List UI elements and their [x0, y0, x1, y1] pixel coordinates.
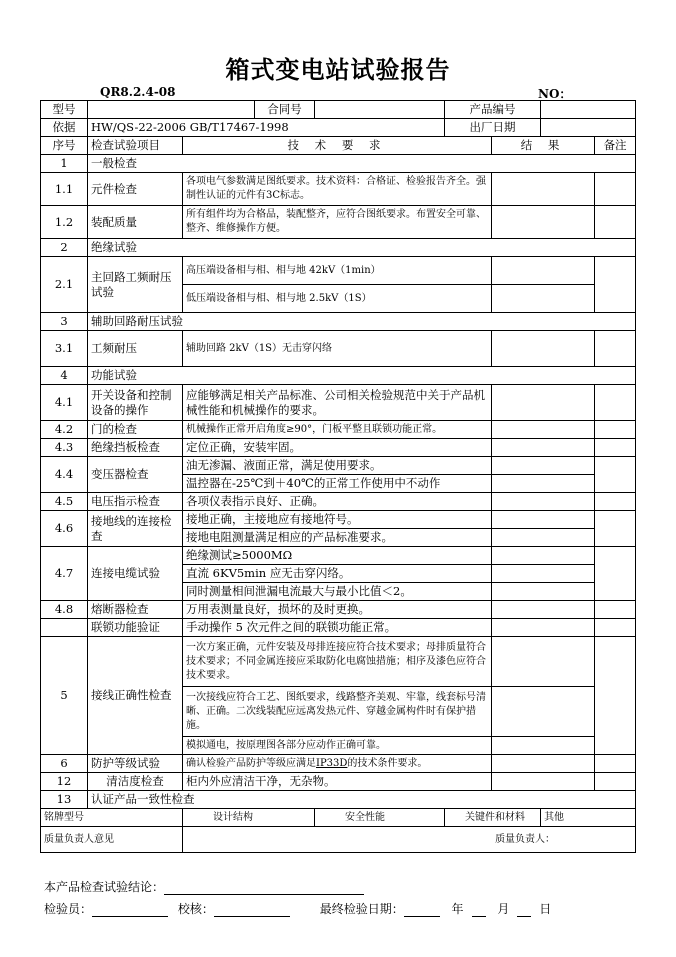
- section-title: 辅助回路耐压试验: [88, 313, 636, 331]
- row-item: 清洁度检查: [88, 773, 183, 791]
- row-no: 4.4: [41, 457, 88, 493]
- row-result[interactable]: [492, 206, 595, 239]
- row-requirement: 同时测量相间泄漏电流最大与最小比值＜2。: [183, 583, 492, 601]
- row-requirement: 绝缘测试≥5000MΩ: [183, 547, 492, 565]
- row-no: 4.8: [41, 601, 88, 619]
- table-row-5a: [41, 637, 636, 687]
- table-row-4-5: [41, 493, 636, 511]
- basis-value: HW/QS-22-2006 GB/T17467-1998: [88, 119, 445, 137]
- row-no: 4: [41, 367, 88, 385]
- section-row-3: [41, 313, 636, 331]
- header-row-model: [41, 101, 636, 119]
- row-no: 5: [41, 637, 88, 755]
- col-no: 序号: [41, 137, 88, 155]
- table-row-4-7a: [41, 547, 636, 565]
- row-item: 接线正确性检查: [88, 637, 183, 755]
- row-result[interactable]: [492, 331, 595, 367]
- row-requirement: 辅助回路 2kV（1S）无击穿闪络: [183, 331, 492, 367]
- design-label: 设计结构: [183, 809, 315, 827]
- year-field[interactable]: [404, 902, 440, 917]
- day-label: 日: [539, 902, 552, 916]
- contract-value[interactable]: [315, 101, 445, 119]
- col-note: 备注: [595, 137, 636, 155]
- section-title: 一般检查: [88, 155, 636, 173]
- row-requirement: 高压端设备相与相、相与地 42kV（1min）: [183, 257, 492, 285]
- row-requirement: 确认检验产品防护等级应满足IP33D的技术条件要求。: [183, 755, 492, 773]
- row-result[interactable]: [492, 687, 595, 737]
- row-result[interactable]: [492, 547, 595, 565]
- row-note[interactable]: [595, 755, 636, 773]
- row-no: 4.2: [41, 421, 88, 439]
- basis-label: 依据: [41, 119, 88, 137]
- row-requirement: 一次接线应符合工艺、图纸要求，线路整齐美观、牢靠，线套标号清晰、正确。二次线装配应远离发热元件、穿越金属构件时有保护措施。: [183, 687, 492, 737]
- section-row-4: [41, 367, 636, 385]
- conclusion-field[interactable]: [164, 880, 364, 895]
- row-no: 4.1: [41, 385, 88, 421]
- date-value[interactable]: [541, 119, 636, 137]
- row-result[interactable]: [492, 529, 595, 547]
- row-result[interactable]: [492, 439, 595, 457]
- row-result[interactable]: [492, 755, 595, 773]
- month-field[interactable]: [472, 902, 486, 917]
- row-item: 连接电缆试验: [88, 547, 183, 601]
- row-requirement: 直流 6KV5min 应无击穿闪络。: [183, 565, 492, 583]
- signature-line: [44, 900, 551, 917]
- row-no: 1.2: [41, 206, 88, 239]
- ip-rating: IP33D: [316, 757, 348, 769]
- table-row-4-3: [41, 439, 636, 457]
- row-note[interactable]: [595, 619, 636, 637]
- conclusion-label: 本产品检查试验结论：: [44, 880, 165, 894]
- row-item: 门的检查: [88, 421, 183, 439]
- row-requirement: 万用表测量良好，损坏的及时更换。: [183, 601, 492, 619]
- qa-sign-label: 质量负责人：: [183, 827, 636, 853]
- model-label: 型号: [41, 101, 88, 119]
- table-row-4-1: [41, 385, 636, 421]
- row-no: 12: [41, 773, 88, 791]
- col-item: 检查试验项目: [88, 137, 183, 155]
- section-title: 认证产品一致性检查: [88, 791, 636, 809]
- row-item: 绝缘挡板检查: [88, 439, 183, 457]
- row-requirement: 模拟通电，按原理图各部分应动作正确可靠。: [183, 737, 492, 755]
- qa-opinion-label: 质量负责人意见: [41, 827, 183, 853]
- inspector-label: 检验员：: [44, 902, 93, 916]
- row-requirement: 应能够满足相关产品标准、公司相关检验规范中关于产品机械性能和机械操作的要求。: [183, 385, 492, 421]
- row-requirement: 定位正确，安装牢固。: [183, 439, 492, 457]
- row-result[interactable]: [492, 737, 595, 755]
- key-parts-label: 关键件和材料: [445, 809, 541, 827]
- conclusion-line: [44, 878, 364, 895]
- row-result[interactable]: [492, 385, 595, 421]
- row-result[interactable]: [492, 285, 595, 313]
- row-result[interactable]: [492, 601, 595, 619]
- row-result[interactable]: [492, 773, 595, 791]
- row-note[interactable]: [595, 173, 636, 206]
- checker-field[interactable]: [214, 902, 290, 917]
- section-row-1: [41, 155, 636, 173]
- row-note[interactable]: [595, 773, 636, 791]
- row-no: 6: [41, 755, 88, 773]
- table-row-4-4a: [41, 457, 636, 475]
- year-label: 年: [451, 902, 464, 916]
- table-row-3-1: [41, 331, 636, 367]
- row-requirement: 手动操作 5 次元件之间的联锁功能正常。: [183, 619, 492, 637]
- row-item: 熔断器检查: [88, 601, 183, 619]
- row-requirement: 温控器在-25℃到＋40℃的正常工作使用中不动作: [183, 475, 492, 493]
- inspector-field[interactable]: [92, 902, 168, 917]
- section-title: 功能试验: [88, 367, 636, 385]
- row-result[interactable]: [492, 475, 595, 493]
- checker-label: 校核：: [177, 902, 214, 916]
- row-no: 4.3: [41, 439, 88, 457]
- row-requirement: 机械操作正常开启角度≥90°，门板平整且联锁功能正常。: [183, 421, 492, 439]
- row-result[interactable]: [492, 637, 595, 687]
- table-row-4-9: [41, 619, 636, 637]
- row-note[interactable]: [595, 385, 636, 421]
- row-no: 4.7: [41, 547, 88, 601]
- row-item: 联锁功能验证: [88, 619, 183, 637]
- row-requirement: 柜内外应清洁干净，无杂物。: [183, 773, 492, 791]
- row-item: 接地线的连接检查: [88, 511, 183, 547]
- row-note[interactable]: [595, 331, 636, 367]
- row-note[interactable]: [595, 547, 636, 601]
- other-label: 其他: [541, 809, 636, 827]
- row-requirement: 各项电气参数满足图纸要求。技术资料：合格证、检验报告齐全。强制性认证的元件有3C标志。: [183, 173, 492, 206]
- row-result[interactable]: [492, 257, 595, 285]
- row-no: 2.1: [41, 257, 88, 313]
- certification-row: [41, 809, 636, 827]
- row-no: 3: [41, 313, 88, 331]
- row-item: 主回路工频耐压试验: [88, 257, 183, 313]
- row-result[interactable]: [492, 421, 595, 439]
- row-note[interactable]: [595, 511, 636, 547]
- product-no-label: 产品编号: [445, 101, 541, 119]
- table-row-6: [41, 755, 636, 773]
- nameplate-label: 铭牌型号: [41, 809, 183, 827]
- row-result[interactable]: [492, 511, 595, 529]
- number-label: NO：: [538, 87, 572, 101]
- row-no: [41, 619, 88, 637]
- row-item: 防护等级试验: [88, 755, 183, 773]
- row-requirement: 接地正确，主接地应有接地符号。: [183, 511, 492, 529]
- date-label: 出厂日期: [445, 119, 541, 137]
- row-requirement: 低压端设备相与相、相与地 2.5kV（1S）: [183, 285, 492, 313]
- qa-row: [41, 827, 636, 853]
- table-row-2-1a: [41, 257, 636, 285]
- table-row-4-2: [41, 421, 636, 439]
- model-value[interactable]: [88, 101, 255, 119]
- contract-label: 合同号: [255, 101, 315, 119]
- table-row-1-1: [41, 173, 636, 206]
- row-item: 工频耐压: [88, 331, 183, 367]
- row-requirement: 接地电阻测量满足相应的产品标准要求。: [183, 529, 492, 547]
- row-result[interactable]: [492, 565, 595, 583]
- row-result[interactable]: [492, 493, 595, 511]
- safety-label: 安全性能: [315, 809, 445, 827]
- row-note[interactable]: [595, 206, 636, 239]
- day-field[interactable]: [517, 902, 531, 917]
- row-requirement: 各项仪表指示良好、正确。: [183, 493, 492, 511]
- col-result: 结 果: [492, 137, 595, 155]
- table-row-1-2: [41, 206, 636, 239]
- form-code: QR8.2.4-08: [100, 85, 176, 99]
- row-no: 13: [41, 791, 88, 809]
- row-no: 1: [41, 155, 88, 173]
- row-no: 3.1: [41, 331, 88, 367]
- table-row-4-6a: [41, 511, 636, 529]
- section-row-2: [41, 239, 636, 257]
- row-result[interactable]: [492, 619, 595, 637]
- row-no: 1.1: [41, 173, 88, 206]
- row-requirement: 油无渗漏、液面正常，满足使用要求。: [183, 457, 492, 475]
- row-item: 电压指示检查: [88, 493, 183, 511]
- row-note[interactable]: [595, 421, 636, 439]
- row-note[interactable]: [595, 439, 636, 457]
- row-note[interactable]: [595, 601, 636, 619]
- document-title: 箱式变电站试验报告: [225, 55, 451, 84]
- product-no-value[interactable]: [541, 101, 636, 119]
- row-result[interactable]: [492, 173, 595, 206]
- row-requirement: 一次方案正确，元件安装及母排连接应符合技术要求；母排质量符合技术要求；不同金属连接应采取防化电腐蚀措施；相序及漆色应符合技术要求。: [183, 637, 492, 687]
- section-row-13: [41, 791, 636, 809]
- table-row-12: [41, 773, 636, 791]
- row-no: 4.5: [41, 493, 88, 511]
- row-note[interactable]: [595, 257, 636, 313]
- section-title: 绝缘试验: [88, 239, 636, 257]
- row-item: 元件检查: [88, 173, 183, 206]
- row-item: 装配质量: [88, 206, 183, 239]
- final-date-label: 最终检验日期：: [319, 902, 404, 916]
- row-result[interactable]: [492, 583, 595, 601]
- row-item: 变压器检查: [88, 457, 183, 493]
- table-row-4-8: [41, 601, 636, 619]
- month-label: 月: [497, 902, 510, 916]
- col-requirements: 技 术 要 求: [183, 137, 492, 155]
- row-result[interactable]: [492, 457, 595, 475]
- header-row-basis: [41, 119, 636, 137]
- row-no: 4.6: [41, 511, 88, 547]
- row-note[interactable]: [595, 493, 636, 511]
- row-no: 2: [41, 239, 88, 257]
- column-header-row: [41, 137, 636, 155]
- row-item: 开关设备和控制设备的操作: [88, 385, 183, 421]
- row-requirement: 所有组件均为合格品，装配整齐，应符合图纸要求。布置安全可靠、整齐、维修操作方便。: [183, 206, 492, 239]
- test-report-table: [40, 100, 636, 853]
- row-note[interactable]: [595, 457, 636, 493]
- row-note[interactable]: [595, 637, 636, 755]
